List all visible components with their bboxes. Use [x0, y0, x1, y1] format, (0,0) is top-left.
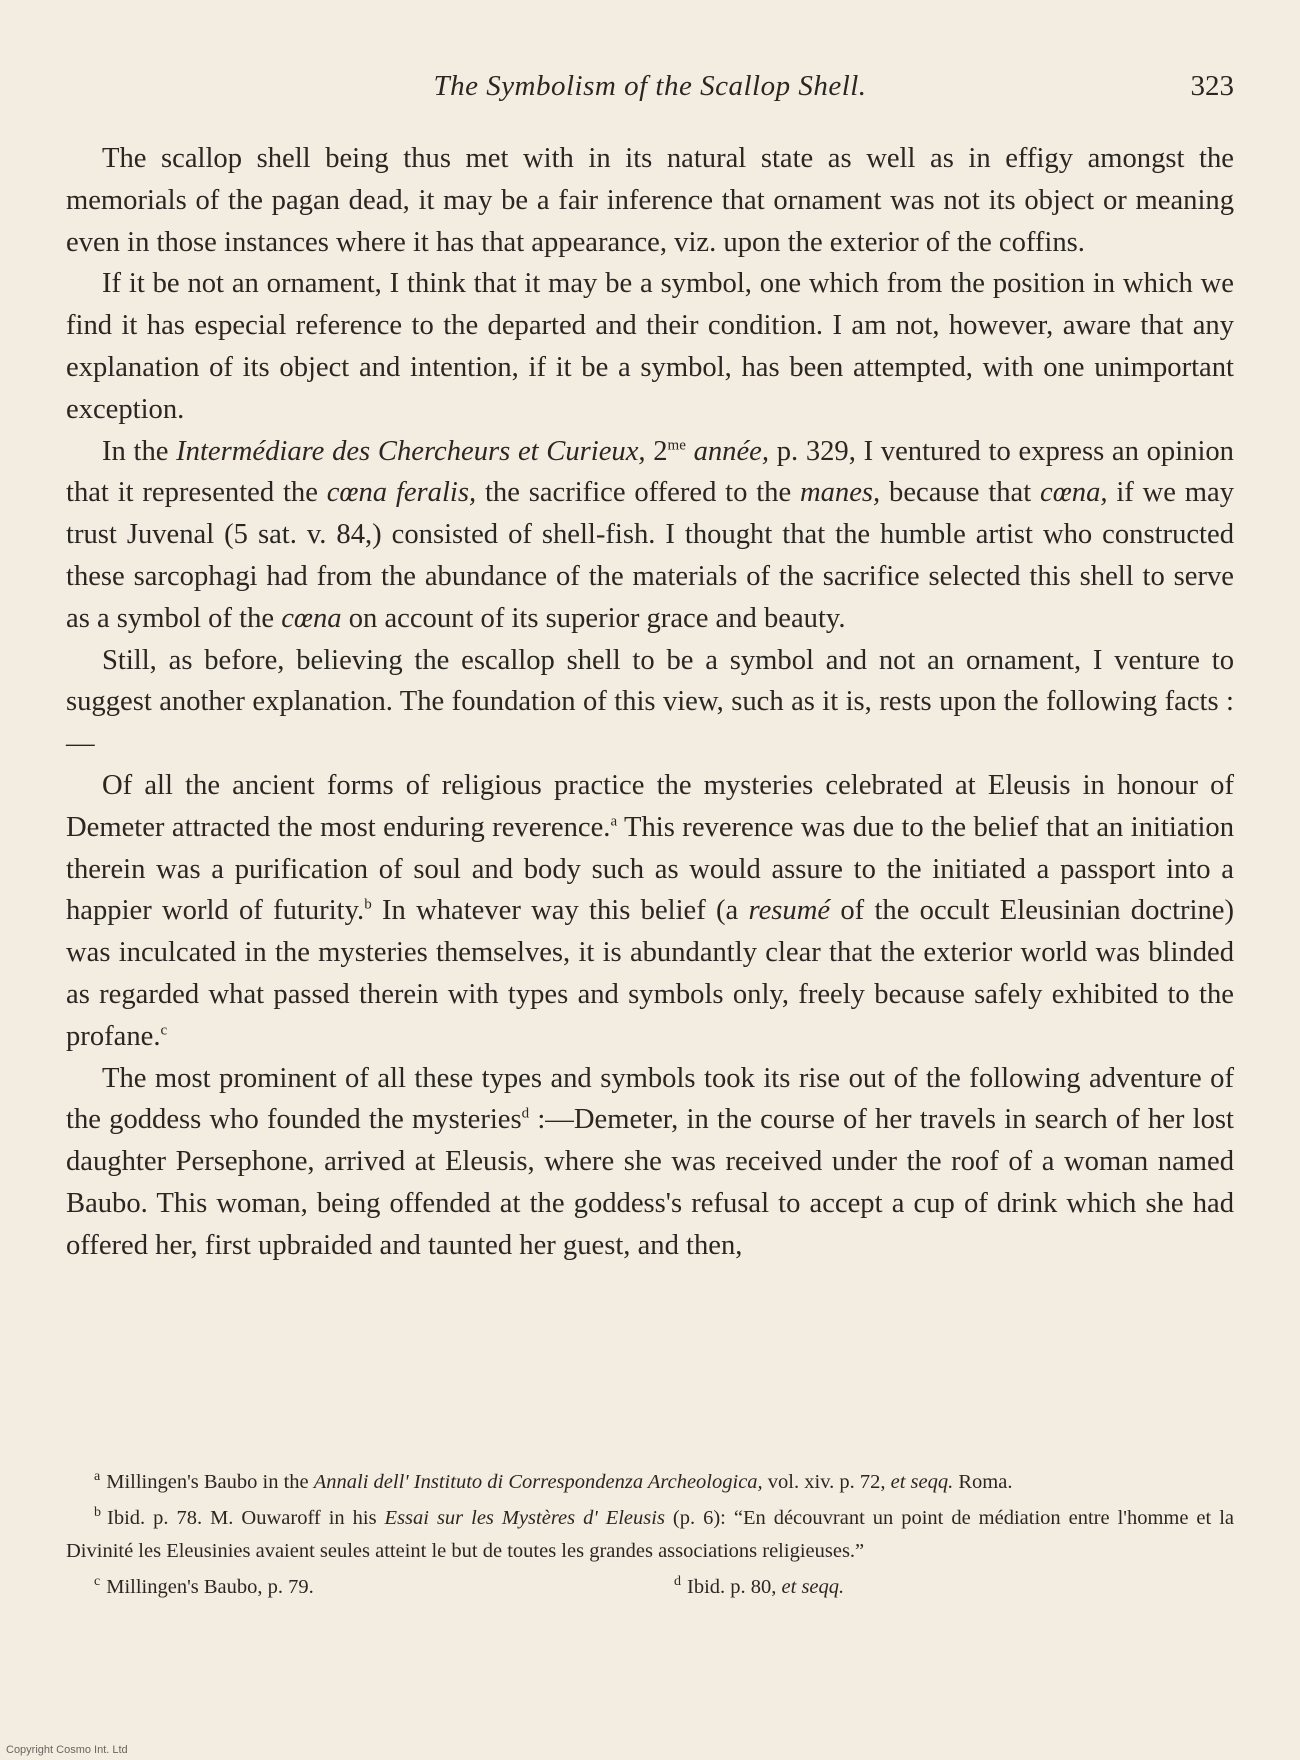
paragraph-4: Still, as before, believing the escallop shell to be a symbol and not an ornament, I venture to suggest another explanation. The foundation of this view, such as it is, rests upon the following facts :—	[66, 644, 1234, 760]
paragraph-2: If it be not an ornament, I think that it may be a symbol, one which from the position in which we find it has especial reference to the departed and their condition. I am not, however, aware that any explanation of its object and intention, if it be a symbol, has been attempted, with one unimportant exception.	[66, 268, 1234, 425]
text-run: In whatever way this belief (a	[371, 895, 749, 927]
paragraph-3	[66, 431, 1234, 640]
text-run: Millingen's Baubo, p. 79.	[106, 1576, 314, 1598]
footnote-ref-b: b	[364, 896, 372, 913]
paragraph-5	[66, 765, 1234, 1058]
text-run: :—Demeter, in the course of her travels in search of her lost daughter Persephone, arrived at Eleusis, where she was received under the roof of a woman named Baubo. This woman, being offended at the goddess's refusal to accept a cup of drink which she had offered her, first upbraided and taunted her guest, and then,	[66, 1104, 1234, 1261]
italic-title: Annali dell' Instituto di Correspondenza Archeologica,	[313, 1471, 763, 1493]
italic-text: année,	[685, 435, 769, 467]
footnote-mark: c	[94, 1574, 101, 1590]
text-run: because that	[880, 477, 1041, 509]
text-run: on account of its superior grace and beauty.	[341, 602, 846, 634]
footnote-mark: b	[94, 1505, 101, 1521]
italic-text: et seqq.	[781, 1576, 845, 1598]
footnote-ref-c: c	[160, 1022, 168, 1039]
italic-text: cœna,	[1040, 477, 1108, 509]
text-run: Ibid. p. 80,	[687, 1576, 782, 1598]
body-text	[66, 138, 1234, 1267]
paragraph-1: The scallop shell being thus met with in its natural state as well as in effigy amongst the memorials of the pagan dead, it may be a fair inference that ornament was not its object or meaning even in those instances where it has that appearance, viz. upon the exterior of the coffins.	[66, 143, 1234, 258]
footnote-ref-d: d	[521, 1105, 530, 1122]
text-run: The most prominent of all these types and symbols took its rise out of the following adventure of the goddess who founded the mysteries	[66, 1062, 1234, 1136]
footnote-c	[66, 1571, 646, 1604]
text-run: Roma.	[953, 1471, 1013, 1493]
text-run: of the occult Eleusinian doctrine) was inculcated in the mysteries themselves, it is abundantly clear that the exterior world was blinded as regarded what passed therein with types and symbols only, freely because safely exhibited to the profane.	[66, 895, 1234, 1052]
text-run: This reverence was due to the belief that an initiation therein was a purification of soul and body such as would assure to the initiated a passport into a happier world of futurity.	[66, 811, 1234, 927]
footnote-mark: d	[674, 1574, 681, 1590]
footnote-a	[66, 1466, 1234, 1499]
footnote-row	[66, 1571, 1234, 1604]
running-title: The Symbolism of the Scallop Shell.	[433, 70, 867, 102]
footnote-b	[66, 1502, 1234, 1568]
page-number: 323	[1190, 70, 1234, 102]
text-run: In the	[102, 435, 177, 467]
text-run: vol. xiv. p. 72,	[762, 1471, 891, 1493]
text-run: (p. 6): “En découvrant un point de médiation entre l'homme et la Divinité les Eleusinies avaient seules atteint le but de toutes les grandes associations religieuses.”	[66, 1507, 1235, 1562]
copyright-notice: Copyright Cosmo Int. Ltd	[6, 1744, 128, 1756]
italic-title: Essai sur les Mystères d' Eleusis	[384, 1507, 665, 1529]
italic-title: Intermédiare des Chercheurs et Curieux,	[176, 435, 646, 467]
footnote-ref-a: a	[610, 813, 618, 830]
footnote-d	[646, 1571, 1234, 1604]
italic-text: manes,	[799, 477, 881, 509]
paragraph-6	[66, 1058, 1234, 1267]
text-run: 2	[645, 435, 668, 467]
text-run: Ibid. p. 78. M. Ouwaroff in his	[107, 1507, 385, 1529]
italic-text: cœna	[281, 602, 342, 634]
footnotes	[66, 1466, 1234, 1604]
italic-text: resumé	[748, 895, 831, 927]
superscript: me	[667, 437, 686, 454]
italic-text: cœna feralis,	[326, 477, 477, 509]
text-run: Millingen's Baubo in the	[106, 1471, 314, 1493]
text-run: if we may trust Juvenal (5 sat. v. 84,) consisted of shell-fish. I thought that the humble artist who constructed these sarcophagi had from the abundance of the materials of the sacrifice selected this shell to serve as a symbol of the	[66, 477, 1235, 634]
text-run: the sacrifice offered to the	[476, 477, 800, 509]
footnote-mark: a	[94, 1469, 101, 1485]
italic-text: et seqq.	[890, 1471, 954, 1493]
text-run: Of all the ancient forms of religious practice the mysteries celebrated at Eleusis in honour of Demeter attracted the most enduring reverence.	[66, 769, 1234, 843]
text-run: p. 329, I ventured to express an opinion that it represented the	[66, 435, 1234, 509]
